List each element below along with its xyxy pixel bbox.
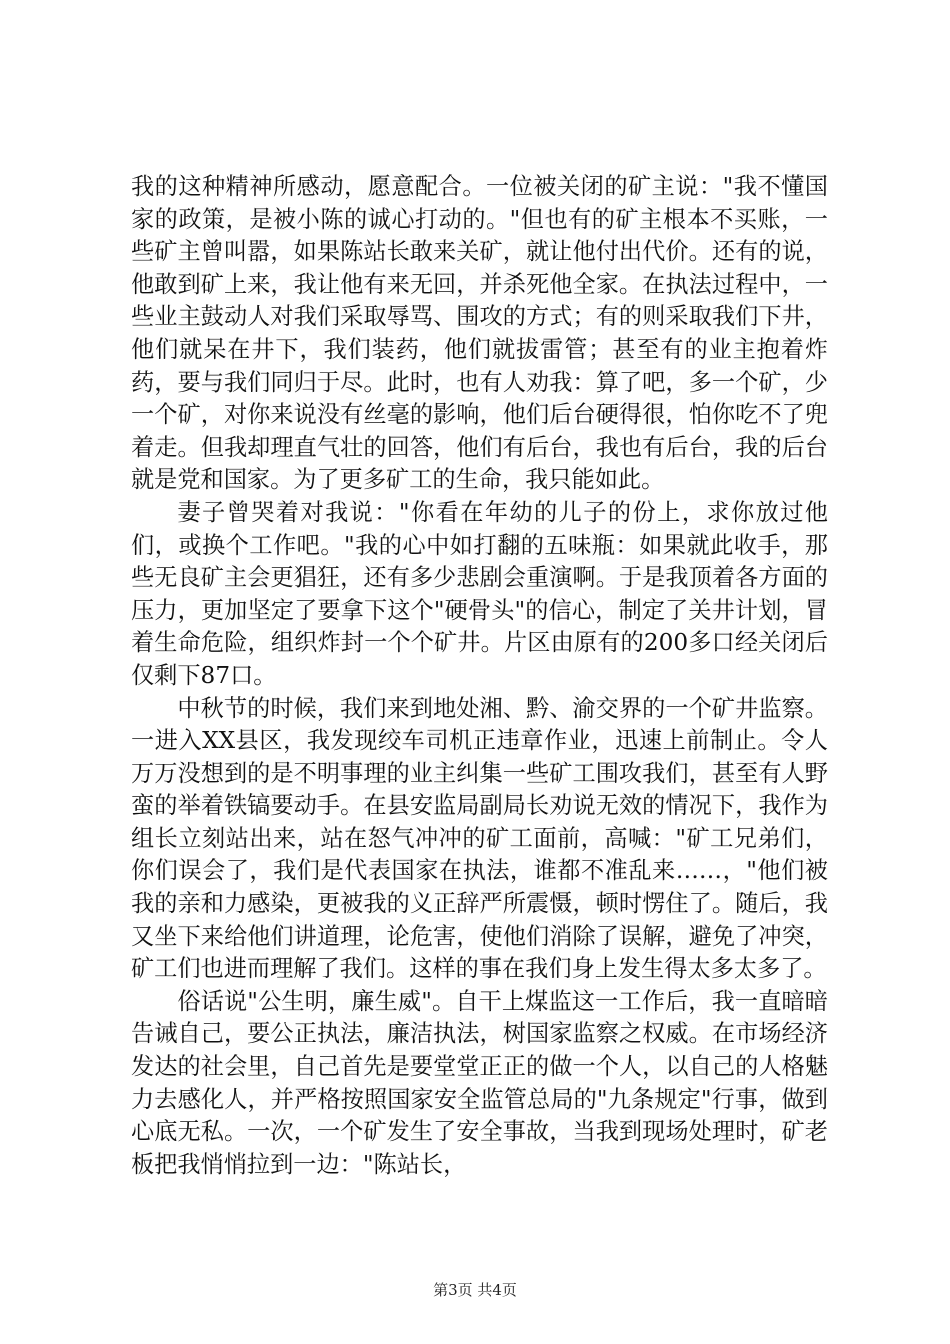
paragraph-2: 妻子曾哭着对我说："你看在年幼的儿子的份上，求你放过他们，或换个工作吧。"我的心中如打翻的五味瓶：如果就此收手，那些无良矿主会更猖狂，还有多少悲剧会重演啊。于是我顶着各方面的压力，更加坚定了要拿下这个"硬骨头"的信心，制定了关井计划，冒着生命危险，组织炸封一个个矿井。片区由原有的200多口经关闭后仅剩下87口。 — [131, 498, 828, 689]
page-footer — [0, 1280, 950, 1300]
paragraph-4: 俗话说"公生明，廉生威"。自干上煤监这一工作后，我一直暗暗告诫自己，要公正执法，廉洁执法，树国家监察之权威。在市场经济发达的社会里，自己首先是要堂堂正正的做一个人，以自己的人格魅力去感化人，并严格按照国家安全监管总局的"九条规定"行事，做到心底无私。一次，一个矿发生了安全事故，当我到现场处理时，矿老板把我悄悄拉到一边："陈站长， — [131, 987, 828, 1178]
paragraph-1: 我的这种精神所感动，愿意配合。一位被关闭的矿主说："我不懂国家的政策，是被小陈的诚心打动的。"但也有的矿主根本不买账，一些矿主曾叫嚣，如果陈站长敢来关矿，就让他付出代价。还有的说，他敢到矿上来，我让他有来无回，并杀死他全家。在执法过程中，一些业主鼓动人对我们采取辱骂、围攻的方式；有的则采取我们下井，他们就呆在井下，我们装药，他们就拔雷管；甚至有的业主抱着炸药，要与我们同归于尽。此时，也有人劝我：算了吧，多一个矿，少一个矿，对你来说没有丝毫的影响，他们后台硬得很，怕你吃不了兜着走。但我却理直气壮的回答，他们有后台，我也有后台，我的后台就是党和国家。为了更多矿工的生命，我只能如此。 — [131, 173, 828, 494]
body-text — [131, 171, 828, 1181]
paragraph-3: 中秋节的时候，我们来到地处湘、黔、渝交界的一个矿井监察。一进入XX县区，我发现绞车司机正违章作业，迅速上前制止。令人万万没想到的是不明事理的业主纠集一些矿工围攻我们，甚至有人野蛮的举着铁镐要动手。在县安监局副局长劝说无效的情况下，我作为组长立刻站出来，站在怒气冲冲的矿工面前，高喊："矿工兄弟们，你们误会了，我们是代表国家在执法，谁都不准乱来……，"他们被我的亲和力感染，更被我的义正辞严所震慑，顿时愣住了。随后，我又坐下来给他们讲道理，论危害，使他们消除了误解，避免了冲突，矿工们也进而理解了我们。这样的事在我们身上发生得太多太多了。 — [131, 694, 828, 983]
page-number-label: 第3页 共4页 — [433, 1281, 517, 1299]
